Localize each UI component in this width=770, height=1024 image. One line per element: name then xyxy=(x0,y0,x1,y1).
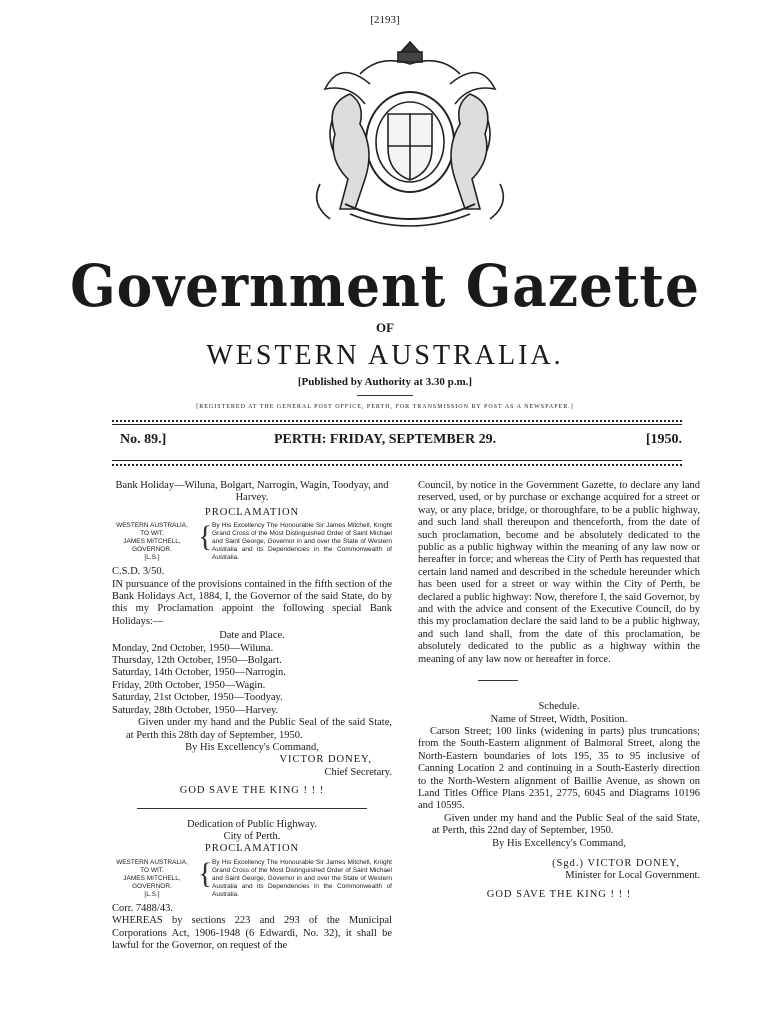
divider xyxy=(112,420,682,422)
right-column xyxy=(418,480,700,901)
lhs-line: TO WIT. xyxy=(140,866,164,874)
proclamation-title: By His Excellency The Honourable Sir James Mitchell, Knight Grand Cross of the Most Distinguished Order of Saint Michael and Saint George, Governor in and over the State of Western Australia and its Dependencies in the Commonwealth of Australia. xyxy=(212,858,392,898)
command-line: By His Excellency's Command, xyxy=(185,741,319,753)
date-item: Saturday, 21st October, 1950—Toodyay. xyxy=(112,692,283,704)
masthead-title: Government Gazette xyxy=(70,252,700,320)
brace-icon: { xyxy=(198,520,213,554)
schedule-subhead: Name of Street, Width, Position. xyxy=(490,713,628,725)
divider xyxy=(112,460,682,461)
notice-body: WHEREAS by sections 223 and 293 of the Municipal Corporations Act, 1906-1948 (6 Edwardi, No. 32), it shall be lawful for the Governor, on request of the xyxy=(112,915,392,951)
section-divider xyxy=(137,808,367,809)
issue-dateline: PERTH: FRIDAY, SEPTEMBER 29. xyxy=(274,432,497,447)
proclamation-heading: PROCLAMATION xyxy=(204,843,300,855)
divider xyxy=(357,395,413,396)
proclamation-authority xyxy=(112,522,192,562)
proclamation-title: By His Excellency The Honourable Sir James Mitchell, Knight Grand Cross of the Most Distinguished Order of Saint Michael and Saint George, Governor in and over the State of Western Australia and its Dependencies in the Commonwealth of Australia. xyxy=(212,522,392,562)
lhs-line: WESTERN AUSTRALIA, xyxy=(116,522,188,530)
notice-subhead: Date and Place. xyxy=(219,630,285,642)
signatory-title: Chief Secretary. xyxy=(324,766,392,778)
proclamation-block xyxy=(112,522,392,562)
publication-authority: [Published by Authority at 3.30 p.m.] xyxy=(297,376,473,388)
issue-line xyxy=(114,432,682,456)
date-item: Friday, 20th October, 1950—Wagin. xyxy=(112,679,266,691)
masthead-of: OF xyxy=(375,320,395,335)
lhs-line: [L.S.] xyxy=(144,890,160,898)
left-column xyxy=(112,480,392,952)
reference-number: C.S.D. 3/50. xyxy=(112,566,165,578)
command-line: By His Excellency's Command, xyxy=(492,837,626,849)
proclamation-authority xyxy=(112,859,192,899)
lhs-line: [L.S.] xyxy=(144,554,160,562)
lhs-line: TO WIT. xyxy=(140,530,164,538)
date-item: Monday, 2nd October, 1950—Wiluna. xyxy=(112,642,274,654)
lhs-line: WESTERN AUSTRALIA, xyxy=(116,858,188,866)
notice-place: City of Perth. xyxy=(223,830,281,842)
proclamation-block xyxy=(112,856,392,899)
given-under-hand: Given under my hand and the Public Seal of the said State, at Perth this 28th day of September, 1950. xyxy=(126,717,392,741)
signatory: (Sgd.) VICTOR DONEY, xyxy=(552,857,680,869)
registration-notice: [REGISTERED AT THE GENERAL POST OFFICE, PERTH, FOR TRANSMISSION BY POST AS A NEWSPAPER.] xyxy=(196,404,574,410)
notice-body: IN pursuance of the provisions contained in the fifth section of the Bank Holidays Act, 1884, I, the Governor of the said State, do by this my Proclamation appoint the following special Bank Holidays:— xyxy=(112,578,392,627)
royal-coat-of-arms xyxy=(300,34,520,244)
brace-icon: { xyxy=(198,856,213,890)
page-number: [2193] xyxy=(370,14,400,26)
signatory-title: Minister for Local Government. xyxy=(565,870,700,882)
signatory: VICTOR DONEY, xyxy=(279,754,372,766)
divider xyxy=(112,424,682,425)
notice-heading: Dedication of Public Highway. xyxy=(187,818,317,830)
reference-number: Corr. 7488/43. xyxy=(112,902,173,914)
short-divider xyxy=(478,680,518,681)
given-under-hand: Given under my hand and the Public Seal of the said State, at Perth, this 22nd day of September, 1950. xyxy=(432,812,700,837)
lhs-line: JAMES MITCHELL, xyxy=(123,874,181,882)
divider xyxy=(112,464,682,466)
schedule-body: Carson Street; 100 links (widening in parts) plus truncations; from the South-Eastern alignment of Balmoral Street, along the North-Eastern boundaries of lots 195, 35 to 95 inclusive of Canning Location 2 and continuing in a South-Easterly direction to the North-Western alignment of Baillie Avenue, as shown on Land Titles Office Plans 2351, 2775, 6045 and Diagrams 10196 and 10595. xyxy=(418,725,700,812)
date-item: Thursday, 12th October, 1950—Bolgart. xyxy=(112,655,282,667)
proclamation-heading: PROCLAMATION xyxy=(204,506,300,518)
date-item: Saturday, 14th October, 1950—Narrogin. xyxy=(112,667,286,679)
notice-body-continued: Council, by notice in the Government Gazette, to declare any land reserved, used, or by purchase or exchange acquired for a street or way, or any place, bridge, or thoroughfare, to be a public highway, and such land shall thereupon and thenceforth, from the date of such proclamation, become and be absolutely dedicated to the public as a public highway within the meaning of any law now or hereafter in force; and whereas the City of Perth has requested that certain land named and described in the schedule hereunder which has been used for a street or way within the City of Perth, be declared a public highway: Now, therefore I, the said Governor, by and with the advice and consent of the Executive Council, do by this my proclamation declare the said land to be a public highway, and such land shall, from the date of this proclamation, be absolutely dedicated to the public as a highway within the meaning of any law now or hereafter in force. xyxy=(418,480,700,665)
lhs-line: GOVERNOR. xyxy=(132,882,172,890)
lhs-line: GOVERNOR. xyxy=(132,546,172,554)
god-save-the-king: GOD SAVE THE KING ! ! ! xyxy=(486,888,632,900)
issue-year: [1950. xyxy=(645,432,682,447)
lhs-line: JAMES MITCHELL, xyxy=(123,538,181,546)
masthead-state: WESTERN AUSTRALIA. xyxy=(206,340,564,371)
schedule-title: Schedule. xyxy=(538,701,580,713)
date-item: Saturday, 28th October, 1950—Harvey. xyxy=(112,704,279,716)
notice-heading: Bank Holiday—Wiluna, Bolgart, Narrogin, Wagin, Toodyay, and Harvey. xyxy=(115,480,389,504)
god-save-the-king: GOD SAVE THE KING ! ! ! xyxy=(179,785,325,797)
issue-number: No. 89.] xyxy=(120,432,167,447)
